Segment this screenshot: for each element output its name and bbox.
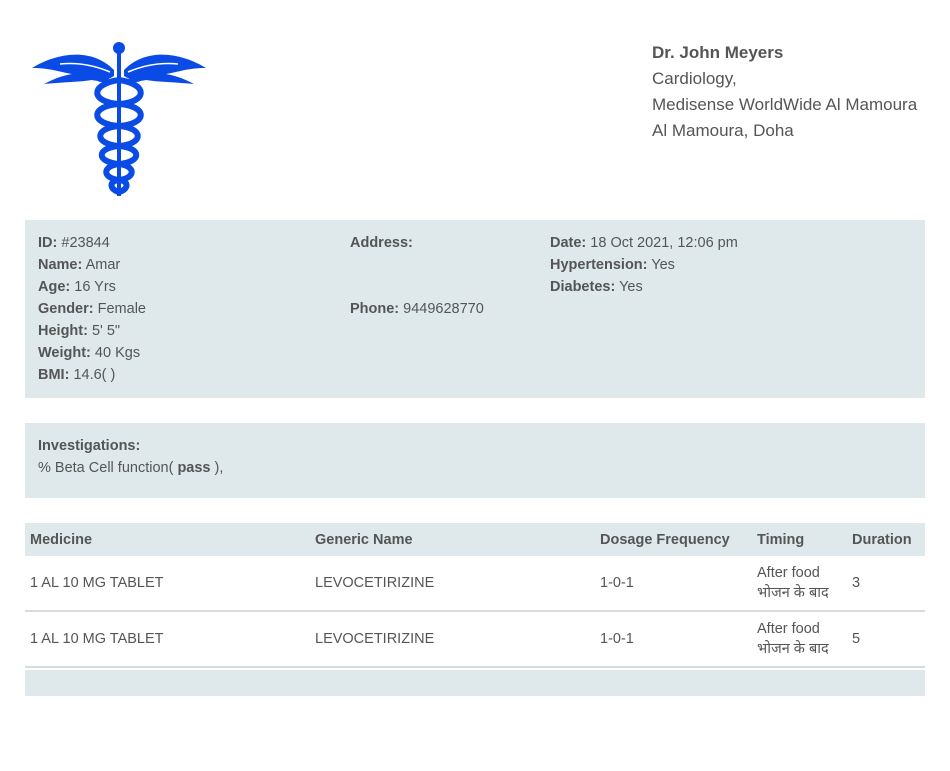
patient-visit-info (550, 232, 738, 298)
medicine-table (25, 523, 925, 668)
generic-name: LEVOCETIRIZINE (310, 611, 595, 667)
visit-date: Date: 18 Oct 2021, 12:06 pm (550, 235, 738, 251)
header-duration: Duration (852, 531, 912, 548)
table-row (25, 611, 925, 667)
header-timing: Timing (757, 531, 805, 548)
doctor-info (652, 40, 917, 144)
patient-details (25, 220, 925, 398)
header-dosage-frequency: Dosage Frequency (600, 531, 730, 548)
header-generic-name: Generic Name (315, 531, 413, 548)
patient-gender: Gender: Female (38, 301, 146, 317)
table-header (25, 523, 925, 556)
duration: 3 (847, 556, 925, 611)
doctor-hospital: Medisense WorldWide Al Mamoura (652, 95, 918, 114)
generic-name: LEVOCETIRIZINE (310, 556, 595, 611)
footer-bar (25, 670, 925, 696)
timing: After food भोजन के बाद (752, 611, 847, 667)
header-medicine: Medicine (30, 531, 93, 548)
doctor-location: Al Mamoura, Doha (652, 121, 794, 140)
investigations-title: Investigations: (38, 438, 141, 454)
patient-address: Address: (350, 235, 413, 251)
patient-weight: Weight: 40 Kgs (38, 345, 141, 361)
duration: 5 (847, 611, 925, 667)
table-row (25, 556, 925, 611)
patient-hypertension: Hypertension: Yes (550, 257, 675, 273)
patient-phone: Phone: 9449628770 (350, 301, 484, 317)
timing: After food भोजन के बाद (752, 556, 847, 611)
patient-name: Name: Amar (38, 257, 121, 273)
investigation-item: % Beta Cell function( pass ), (38, 460, 224, 476)
medicine-name: 1 AL 10 MG TABLET (25, 611, 310, 667)
patient-diabetes: Diabetes: Yes (550, 279, 643, 295)
patient-basic-info (38, 232, 146, 386)
doctor-name: Dr. John Meyers (652, 43, 784, 62)
patient-contact-info (350, 232, 484, 320)
doctor-department: Cardiology, (652, 69, 737, 88)
patient-age: Age: 16 Yrs (38, 279, 116, 295)
dosage-frequency: 1-0-1 (595, 611, 752, 667)
investigations-panel (25, 423, 925, 498)
patient-height: Height: 5' 5" (38, 323, 121, 339)
patient-id: ID: #23844 (38, 235, 110, 251)
patient-bmi: BMI: 14.6( ) (38, 367, 116, 383)
medicine-name: 1 AL 10 MG TABLET (25, 556, 310, 611)
caduceus-icon (30, 40, 208, 198)
dosage-frequency: 1-0-1 (595, 556, 752, 611)
